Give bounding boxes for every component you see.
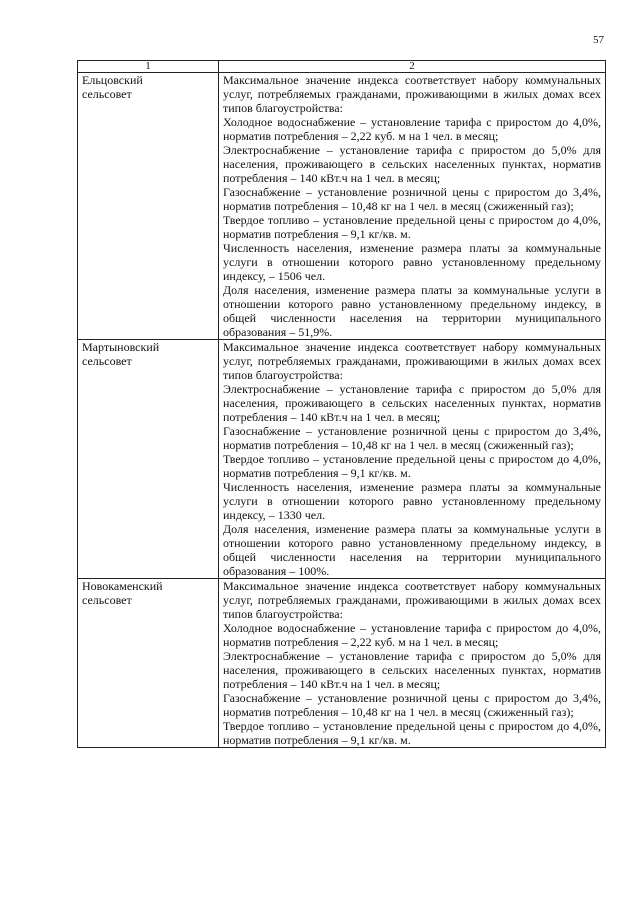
municipality-name-line: Ельцовский: [82, 73, 143, 87]
municipality-name: [78, 73, 219, 340]
table-row: [78, 579, 606, 748]
description-paragraph: Доля населения, изменение размера платы за коммунальные услуги в отношении которого равно установленному предельному индексу, в общей численности населения на территории муниципального образования – 100%.: [223, 522, 601, 578]
municipality-name-line: сельсовет: [82, 87, 132, 101]
column-header-1: 1: [78, 61, 219, 73]
municipality-name-line: сельсовет: [82, 593, 132, 607]
description-paragraph: Максимальное значение индекса соответствует набору коммунальных услуг, потребляемых гражданами, проживающими в жилых домах всех типов благоустройства:: [223, 73, 601, 115]
description-paragraph: Холодное водоснабжение – установление тарифа с приростом до 4,0%, норматив потребления – 2,22 куб. м на 1 чел. в месяц;: [223, 115, 601, 143]
description-paragraph: Максимальное значение индекса соответствует набору коммунальных услуг, потребляемых гражданами, проживающими в жилых домах всех типов благоустройства:: [223, 340, 601, 382]
table-row: [78, 340, 606, 579]
municipality-name-line: Мартыновский: [82, 340, 160, 354]
description-paragraph: Газоснабжение – установление розничной цены с приростом до 3,4%, норматив потребления – 10,48 кг на 1 чел. в месяц (сжиженный газ);: [223, 185, 601, 213]
description-paragraph: Электроснабжение – установление тарифа с приростом до 5,0% для населения, проживающего в сельских населенных пунктах, норматив потребления – 140 кВт.ч на 1 чел. в месяц;: [223, 143, 601, 185]
municipality-name-line: Новокаменский: [82, 579, 163, 593]
description-paragraph: Электроснабжение – установление тарифа с приростом до 5,0% для населения, проживающего в сельских населенных пунктах, норматив потребления – 140 кВт.ч на 1 чел. в месяц;: [223, 649, 601, 691]
description-paragraph: Твердое топливо – установление предельной цены с приростом до 4,0%, норматив потребления – 9,1 кг/кв. м.: [223, 213, 601, 241]
table-row: [78, 73, 606, 340]
description-paragraph: Численность населения, изменение размера платы за коммунальные услуги в отношении которого равно установленному предельному индексу, – 1506 чел.: [223, 241, 601, 283]
page-number: 57: [593, 34, 604, 46]
municipality-name: [78, 579, 219, 748]
description-paragraph: Газоснабжение – установление розничной цены с приростом до 3,4%, норматив потребления – 10,48 кг на 1 чел. в месяц (сжиженный газ);: [223, 424, 601, 452]
description-paragraph: Численность населения, изменение размера платы за коммунальные услуги в отношении которого равно установленному предельному индексу, – 1330 чел.: [223, 480, 601, 522]
column-header-2: 2: [219, 61, 606, 73]
index-description: [219, 579, 606, 748]
description-paragraph: Электроснабжение – установление тарифа с приростом до 5,0% для населения, проживающего в сельских населенных пунктах, норматив потребления – 140 кВт.ч на 1 чел. в месяц;: [223, 382, 601, 424]
description-paragraph: Твердое топливо – установление предельной цены с приростом до 4,0%, норматив потребления – 9,1 кг/кв. м.: [223, 452, 601, 480]
description-paragraph: Твердое топливо – установление предельной цены с приростом до 4,0%, норматив потребления – 9,1 кг/кв. м.: [223, 719, 601, 747]
description-paragraph: Газоснабжение – установление розничной цены с приростом до 3,4%, норматив потребления – 10,48 кг на 1 чел. в месяц (сжиженный газ);: [223, 691, 601, 719]
description-paragraph: Максимальное значение индекса соответствует набору коммунальных услуг, потребляемых гражданами, проживающими в жилых домах всех типов благоустройства:: [223, 579, 601, 621]
municipality-name-line: сельсовет: [82, 354, 132, 368]
description-paragraph: Холодное водоснабжение – установление тарифа с приростом до 4,0%, норматив потребления – 2,22 куб. м на 1 чел. в месяц;: [223, 621, 601, 649]
description-paragraph: Доля населения, изменение размера платы за коммунальные услуги в отношении которого равно установленному предельному индексу, в общей численности населения на территории муниципального образования – 51,9%.: [223, 283, 601, 339]
table-header-row: [78, 61, 606, 73]
tariff-table: [77, 60, 606, 748]
index-description: [219, 340, 606, 579]
municipality-name: [78, 340, 219, 579]
index-description: [219, 73, 606, 340]
